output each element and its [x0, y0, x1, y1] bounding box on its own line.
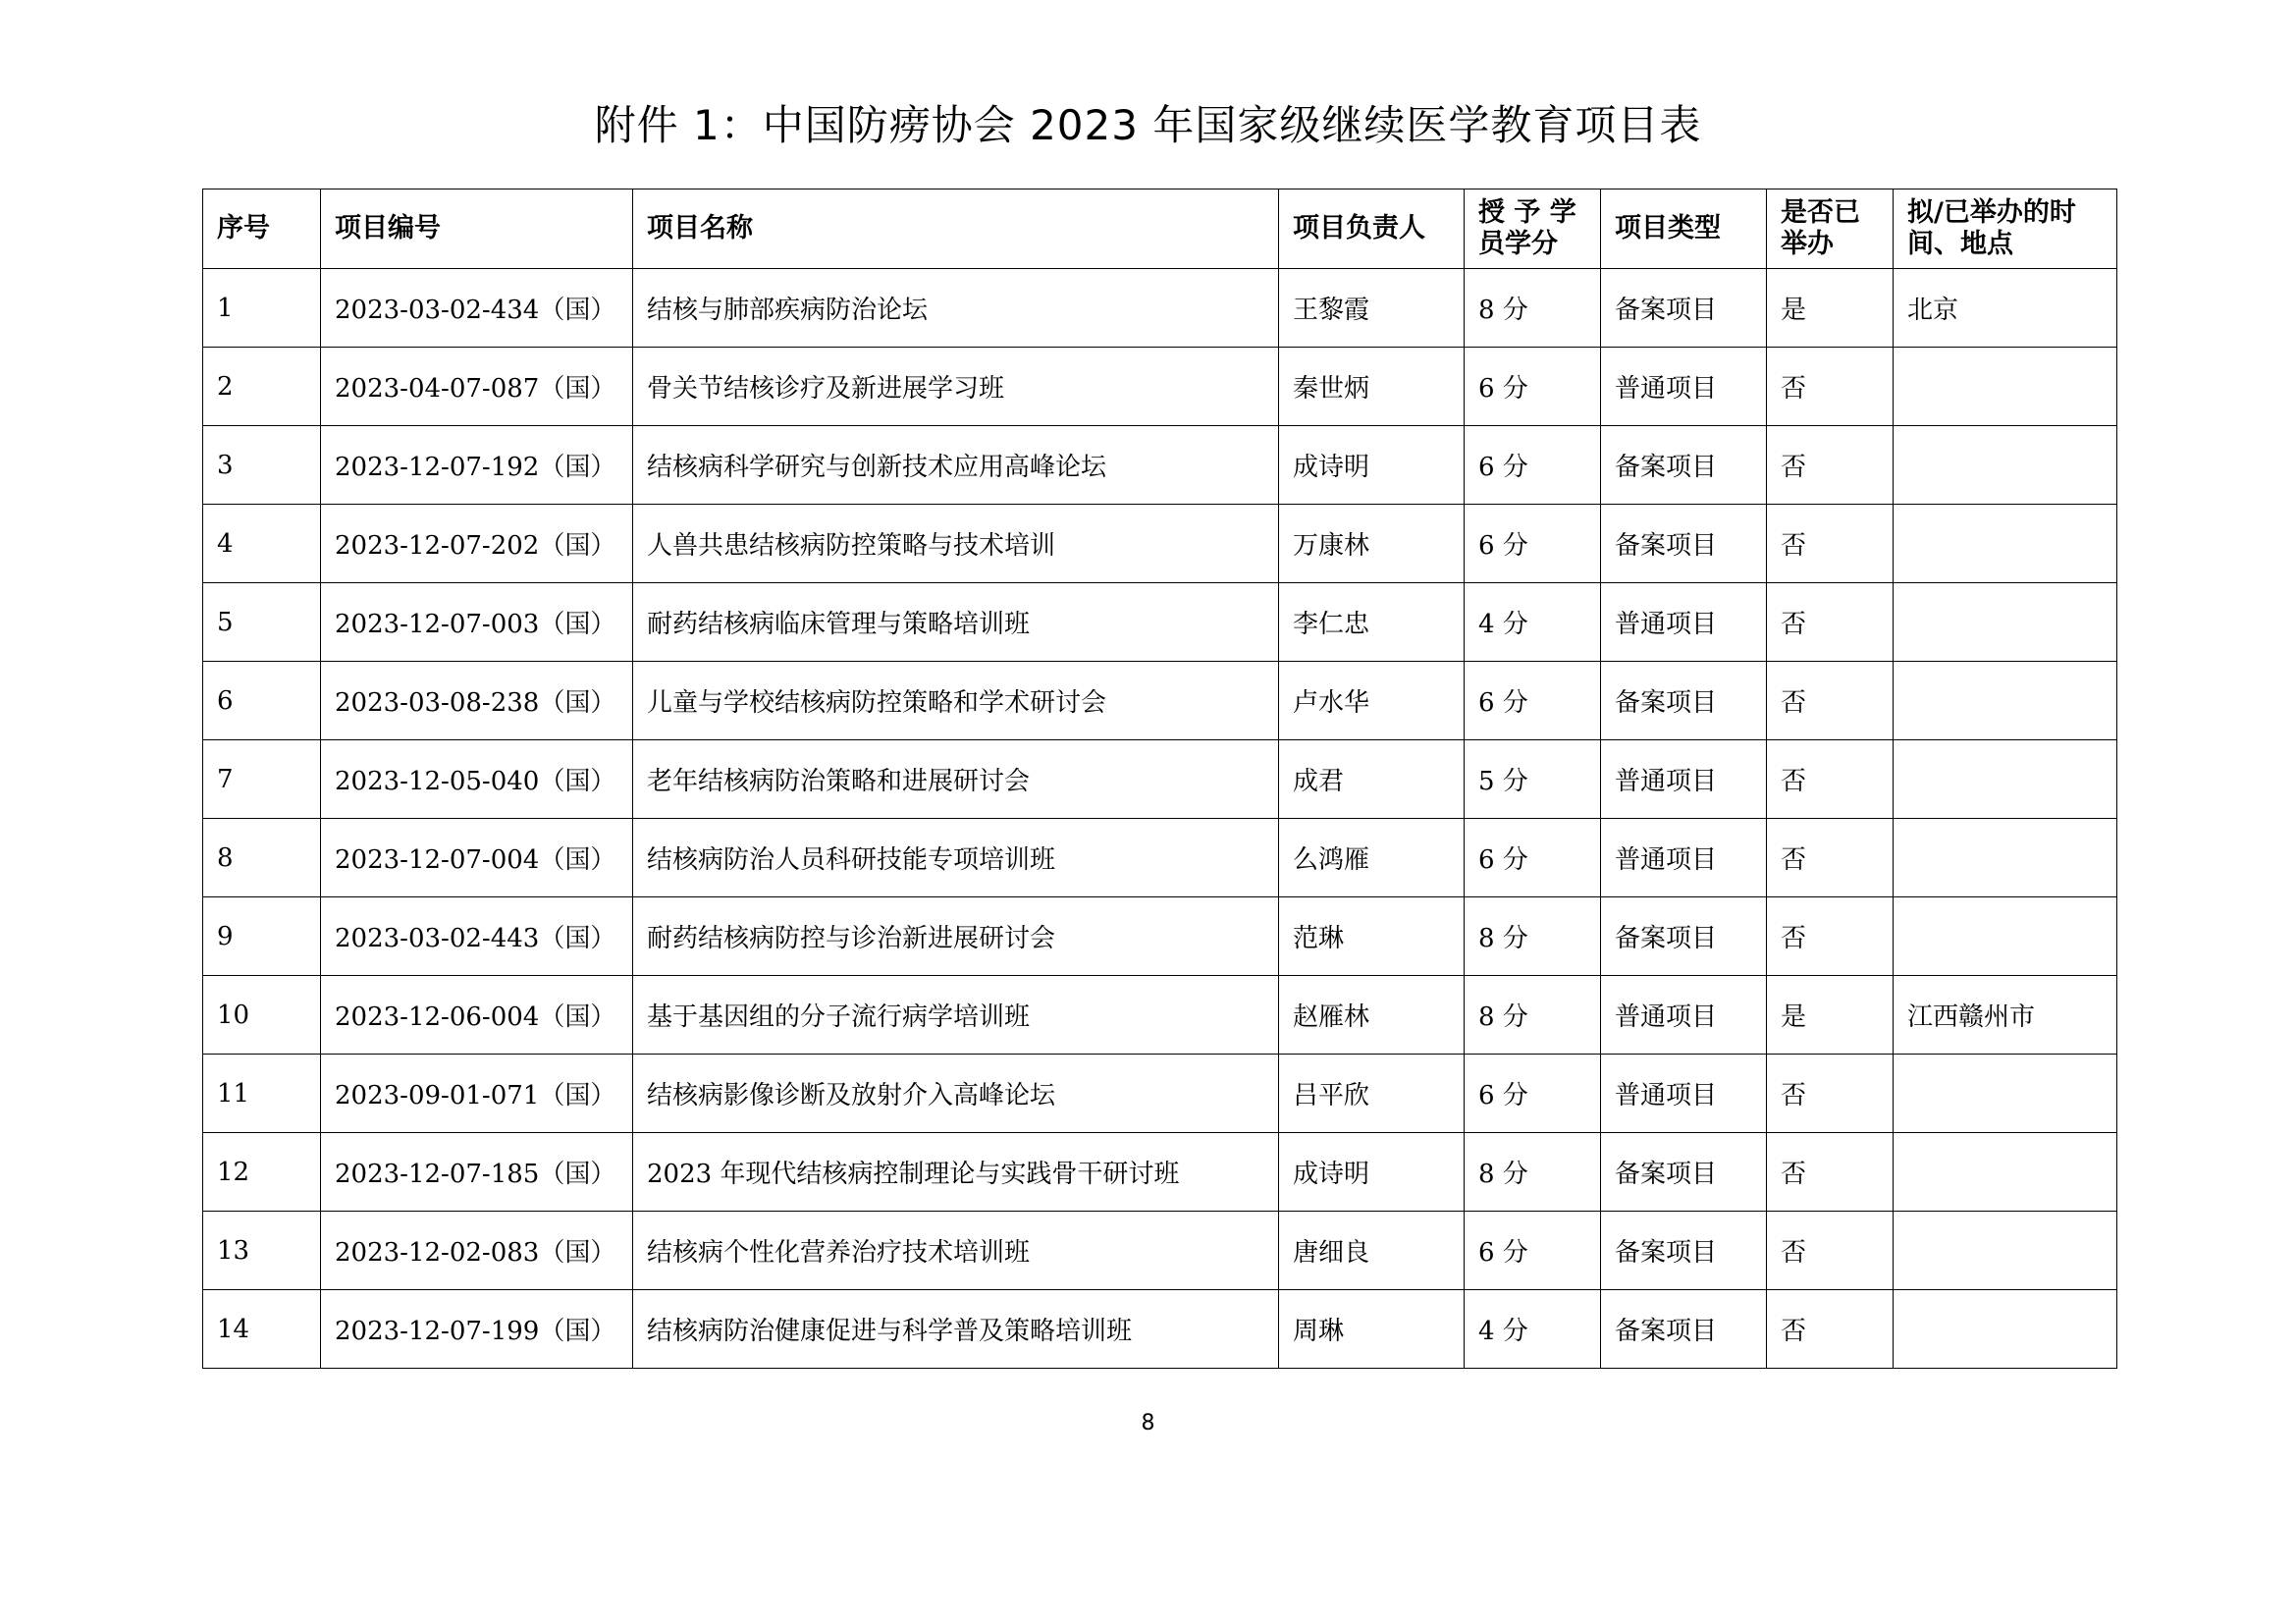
cell-time-place	[1894, 740, 2117, 819]
table-header-row	[203, 189, 2117, 269]
cell-credits: 4 分	[1465, 1290, 1601, 1369]
cell-project-name: 耐药结核病防控与诊治新进展研讨会	[633, 897, 1279, 976]
cell-held: 否	[1767, 1290, 1894, 1369]
cell-seq: 3	[203, 426, 321, 505]
cell-seq: 4	[203, 505, 321, 583]
cell-project-name: 结核病个性化营养治疗技术培训班	[633, 1212, 1279, 1290]
cell-project-type: 备案项目	[1601, 662, 1767, 740]
cell-credits: 4 分	[1465, 583, 1601, 662]
cell-time-place	[1894, 1055, 2117, 1133]
cell-project-code: 2023-03-02-443（国）	[321, 897, 633, 976]
cell-held: 否	[1767, 348, 1894, 426]
cell-credits: 6 分	[1465, 662, 1601, 740]
cell-credits: 8 分	[1465, 1133, 1601, 1212]
cell-held: 否	[1767, 897, 1894, 976]
page-title: 附件 1：中国防痨协会 2023 年国家级继续医学教育项目表	[594, 101, 1702, 149]
table-row	[203, 1212, 2117, 1290]
cell-project-name: 结核病防治健康促进与科学普及策略培训班	[633, 1290, 1279, 1369]
header-leader: 项目负责人	[1279, 189, 1465, 269]
table-row	[203, 662, 2117, 740]
cell-project-type: 普通项目	[1601, 348, 1767, 426]
cell-credits: 6 分	[1465, 1055, 1601, 1133]
cell-project-type: 备案项目	[1601, 1212, 1767, 1290]
cell-time-place	[1894, 662, 2117, 740]
cell-seq: 8	[203, 819, 321, 897]
cell-held: 否	[1767, 819, 1894, 897]
cell-leader: 成诗明	[1279, 426, 1465, 505]
cell-seq: 9	[203, 897, 321, 976]
cell-credits: 8 分	[1465, 897, 1601, 976]
cell-seq: 13	[203, 1212, 321, 1290]
cell-held: 否	[1767, 1055, 1894, 1133]
cell-project-type: 备案项目	[1601, 897, 1767, 976]
cell-seq: 10	[203, 976, 321, 1055]
table-row	[203, 740, 2117, 819]
table-row	[203, 348, 2117, 426]
cell-project-code: 2023-12-02-083（国）	[321, 1212, 633, 1290]
cell-seq: 14	[203, 1290, 321, 1369]
cell-project-type: 普通项目	[1601, 1055, 1767, 1133]
cell-time-place: 江西赣州市	[1894, 976, 2117, 1055]
cell-seq: 6	[203, 662, 321, 740]
header-time-place: 拟/已举办的时间、地点	[1894, 189, 2117, 269]
cme-projects-table	[202, 189, 2117, 1369]
header-code: 项目编号	[321, 189, 633, 269]
cell-project-name: 耐药结核病临床管理与策略培训班	[633, 583, 1279, 662]
cell-credits: 6 分	[1465, 426, 1601, 505]
cell-project-name: 骨关节结核诊疗及新进展学习班	[633, 348, 1279, 426]
cell-leader: 万康林	[1279, 505, 1465, 583]
cell-held: 否	[1767, 1212, 1894, 1290]
cell-credits: 5 分	[1465, 740, 1601, 819]
cell-project-type: 备案项目	[1601, 269, 1767, 348]
header-seq: 序号	[203, 189, 321, 269]
table-row	[203, 1290, 2117, 1369]
cell-time-place	[1894, 897, 2117, 976]
cell-time-place	[1894, 505, 2117, 583]
cell-leader: 吕平欣	[1279, 1055, 1465, 1133]
cell-project-code: 2023-12-07-192（国）	[321, 426, 633, 505]
cell-credits: 6 分	[1465, 505, 1601, 583]
cell-leader: 成诗明	[1279, 1133, 1465, 1212]
cell-project-type: 备案项目	[1601, 1133, 1767, 1212]
header-name: 项目名称	[633, 189, 1279, 269]
cell-credits: 6 分	[1465, 819, 1601, 897]
cell-held: 否	[1767, 426, 1894, 505]
cell-leader: 卢水华	[1279, 662, 1465, 740]
page-number: 8	[1141, 1411, 1155, 1435]
cell-project-code: 2023-12-07-185（国）	[321, 1133, 633, 1212]
cell-time-place	[1894, 348, 2117, 426]
cell-held: 是	[1767, 269, 1894, 348]
cell-time-place	[1894, 1133, 2117, 1212]
cell-project-code: 2023-03-08-238（国）	[321, 662, 633, 740]
cell-seq: 11	[203, 1055, 321, 1133]
cell-time-place	[1894, 1212, 2117, 1290]
cell-project-name: 结核病科学研究与创新技术应用高峰论坛	[633, 426, 1279, 505]
cell-project-name: 人兽共患结核病防控策略与技术培训	[633, 505, 1279, 583]
header-held: 是否已举办	[1767, 189, 1894, 269]
cell-project-type: 普通项目	[1601, 583, 1767, 662]
header-credits: 授 予 学员学分	[1465, 189, 1601, 269]
cell-project-code: 2023-04-07-087（国）	[321, 348, 633, 426]
cell-held: 否	[1767, 1133, 1894, 1212]
header-type: 项目类型	[1601, 189, 1767, 269]
cell-project-name: 老年结核病防治策略和进展研讨会	[633, 740, 1279, 819]
cell-project-name: 儿童与学校结核病防控策略和学术研讨会	[633, 662, 1279, 740]
cell-credits: 8 分	[1465, 976, 1601, 1055]
table-row	[203, 976, 2117, 1055]
cell-held: 是	[1767, 976, 1894, 1055]
cell-leader: 李仁忠	[1279, 583, 1465, 662]
table-row	[203, 505, 2117, 583]
cell-project-type: 备案项目	[1601, 426, 1767, 505]
cell-project-type: 普通项目	[1601, 976, 1767, 1055]
cell-held: 否	[1767, 583, 1894, 662]
table-row	[203, 269, 2117, 348]
table-row	[203, 897, 2117, 976]
cell-credits: 8 分	[1465, 269, 1601, 348]
cell-credits: 6 分	[1465, 1212, 1601, 1290]
cell-time-place	[1894, 819, 2117, 897]
cell-project-type: 备案项目	[1601, 1290, 1767, 1369]
cell-project-code: 2023-12-07-003（国）	[321, 583, 633, 662]
cell-leader: 范琳	[1279, 897, 1465, 976]
cell-held: 否	[1767, 662, 1894, 740]
cell-seq: 5	[203, 583, 321, 662]
cell-leader: 么鸿雁	[1279, 819, 1465, 897]
cell-project-code: 2023-12-07-004（国）	[321, 819, 633, 897]
cell-project-type: 普通项目	[1601, 819, 1767, 897]
cell-project-name: 2023 年现代结核病控制理论与实践骨干研讨班	[633, 1133, 1279, 1212]
cell-leader: 秦世炳	[1279, 348, 1465, 426]
cell-project-name: 结核病防治人员科研技能专项培训班	[633, 819, 1279, 897]
cell-project-name: 结核与肺部疾病防治论坛	[633, 269, 1279, 348]
cell-project-type: 备案项目	[1601, 505, 1767, 583]
cell-time-place: 北京	[1894, 269, 2117, 348]
cell-project-code: 2023-12-07-199（国）	[321, 1290, 633, 1369]
table-row	[203, 819, 2117, 897]
table-row	[203, 426, 2117, 505]
cell-seq: 1	[203, 269, 321, 348]
cell-leader: 周琳	[1279, 1290, 1465, 1369]
cell-held: 否	[1767, 505, 1894, 583]
cell-project-code: 2023-03-02-434（国）	[321, 269, 633, 348]
cell-leader: 唐细良	[1279, 1212, 1465, 1290]
cell-seq: 12	[203, 1133, 321, 1212]
cell-project-code: 2023-12-06-004（国）	[321, 976, 633, 1055]
cell-project-name: 结核病影像诊断及放射介入高峰论坛	[633, 1055, 1279, 1133]
cell-seq: 7	[203, 740, 321, 819]
cell-seq: 2	[203, 348, 321, 426]
cell-time-place	[1894, 583, 2117, 662]
cell-credits: 6 分	[1465, 348, 1601, 426]
table-row	[203, 1133, 2117, 1212]
cell-held: 否	[1767, 740, 1894, 819]
table-row	[203, 583, 2117, 662]
cell-time-place	[1894, 426, 2117, 505]
table-body	[203, 269, 2117, 1369]
cell-leader: 成君	[1279, 740, 1465, 819]
cell-project-code: 2023-12-05-040（国）	[321, 740, 633, 819]
cell-project-name: 基于基因组的分子流行病学培训班	[633, 976, 1279, 1055]
cell-project-code: 2023-09-01-071（国）	[321, 1055, 633, 1133]
cell-leader: 赵雁林	[1279, 976, 1465, 1055]
cell-time-place	[1894, 1290, 2117, 1369]
cell-project-type: 普通项目	[1601, 740, 1767, 819]
table-row	[203, 1055, 2117, 1133]
cell-leader: 王黎霞	[1279, 269, 1465, 348]
cell-project-code: 2023-12-07-202（国）	[321, 505, 633, 583]
